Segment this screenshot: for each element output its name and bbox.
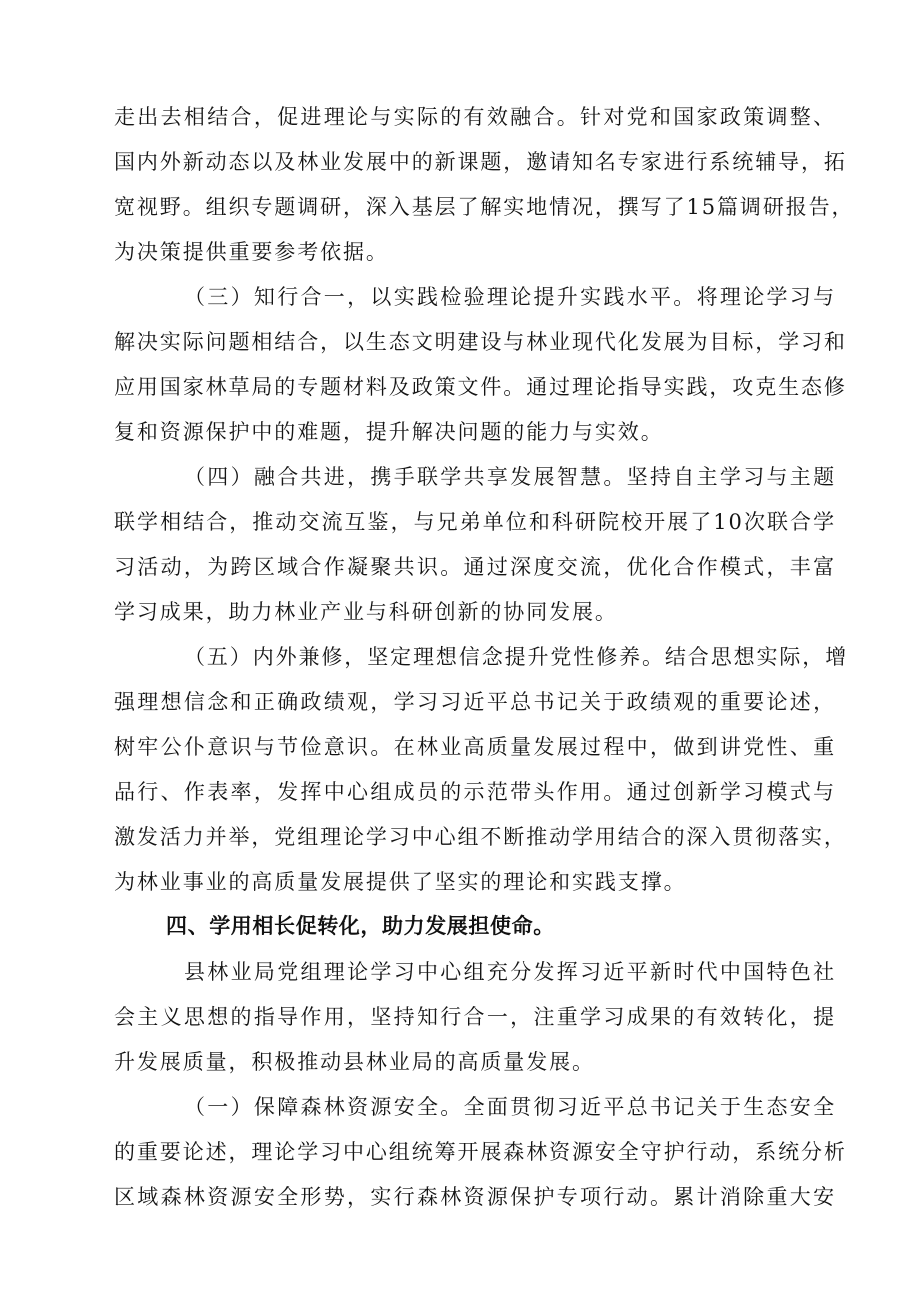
section-heading: 四、学用相长促转化，助力发展担使命。 (166, 914, 555, 938)
body-line-8: 复和资源保护中的难题，提升解决问题的能力与实效。 (114, 420, 664, 444)
body-line-18: 为林业事业的高质量发展提供了坚实的理论和实践支撑。 (114, 870, 687, 894)
body-line-16: 品行、作表率，发挥中心组成员的示范带头作用。通过创新学习模式与 (114, 780, 836, 804)
body-line-11: 习活动，为跨区域合作凝聚共识。通过深度交流，优化合作模式，丰富 (114, 555, 836, 579)
body-line-25: 区域森林资源安全形势，实行森林资源保护专项行动。累计消除重大安 (114, 1185, 836, 1209)
paragraph-5-first-line: （五）内外兼修，坚定理想信念提升党性修养。结合思想实际，增 (184, 645, 849, 669)
section-intro-first-line: 县林业局党组理论学习中心组充分发挥习近平新时代中国特色社 (184, 960, 836, 984)
body-line-12: 学习成果，助力林业产业与科研创新的协同发展。 (114, 600, 618, 624)
body-line-10: 联学相结合，推动交流互鉴，与兄弟单位和科研院校开展了10次联合学 (114, 510, 836, 534)
body-line-3: 宽视野。组织专题调研，深入基层了解实地情况，撰写了15篇调研报告， (114, 195, 855, 219)
body-line-21: 会主义思想的指导作用，坚持知行合一，注重学习成果的有效转化，提 (114, 1005, 836, 1029)
body-line-14: 强理想信念和正确政绩观，学习习近平总书记关于政绩观的重要论述， (114, 690, 836, 714)
body-line-6: 解决实际问题相结合，以生态文明建设与林业现代化发展为目标，学习和 (114, 330, 847, 354)
paragraph-4-first-line: （四）融合共进，携手联学共享发展智慧。坚持自主学习与主题 (184, 465, 836, 489)
body-line-24: 的重要论述，理论学习中心组统筹开展森林资源安全守护行动，系统分析 (114, 1140, 847, 1164)
subsection-1-first-line: （一）保障森林资源安全。全面贯彻习近平总书记关于生态安全 (184, 1095, 836, 1119)
body-line-15: 树牢公仆意识与节俭意识。在林业高质量发展过程中，做到讲党性、重 (114, 735, 836, 759)
body-line-4: 为决策提供重要参考依据。 (114, 240, 389, 264)
paragraph-3-first-line: （三）知行合一，以实践检验理论提升实践水平。将理论学习与 (184, 285, 836, 309)
body-line-2: 国内外新动态以及林业发展中的新课题，邀请知名专家进行系统辅导，拓 (114, 150, 847, 174)
body-line-17: 激发活力并举，党组理论学习中心组不断推动学用结合的深入贯彻落实， (114, 825, 847, 849)
body-line-22: 升发展质量，积极推动县林业局的高质量发展。 (114, 1050, 595, 1074)
body-line-1: 走出去相结合，促进理论与实际的有效融合。针对党和国家政策调整、 (114, 105, 836, 129)
body-line-7: 应用国家林草局的专题材料及政策文件。通过理论指导实践，攻克生态修 (114, 375, 847, 399)
